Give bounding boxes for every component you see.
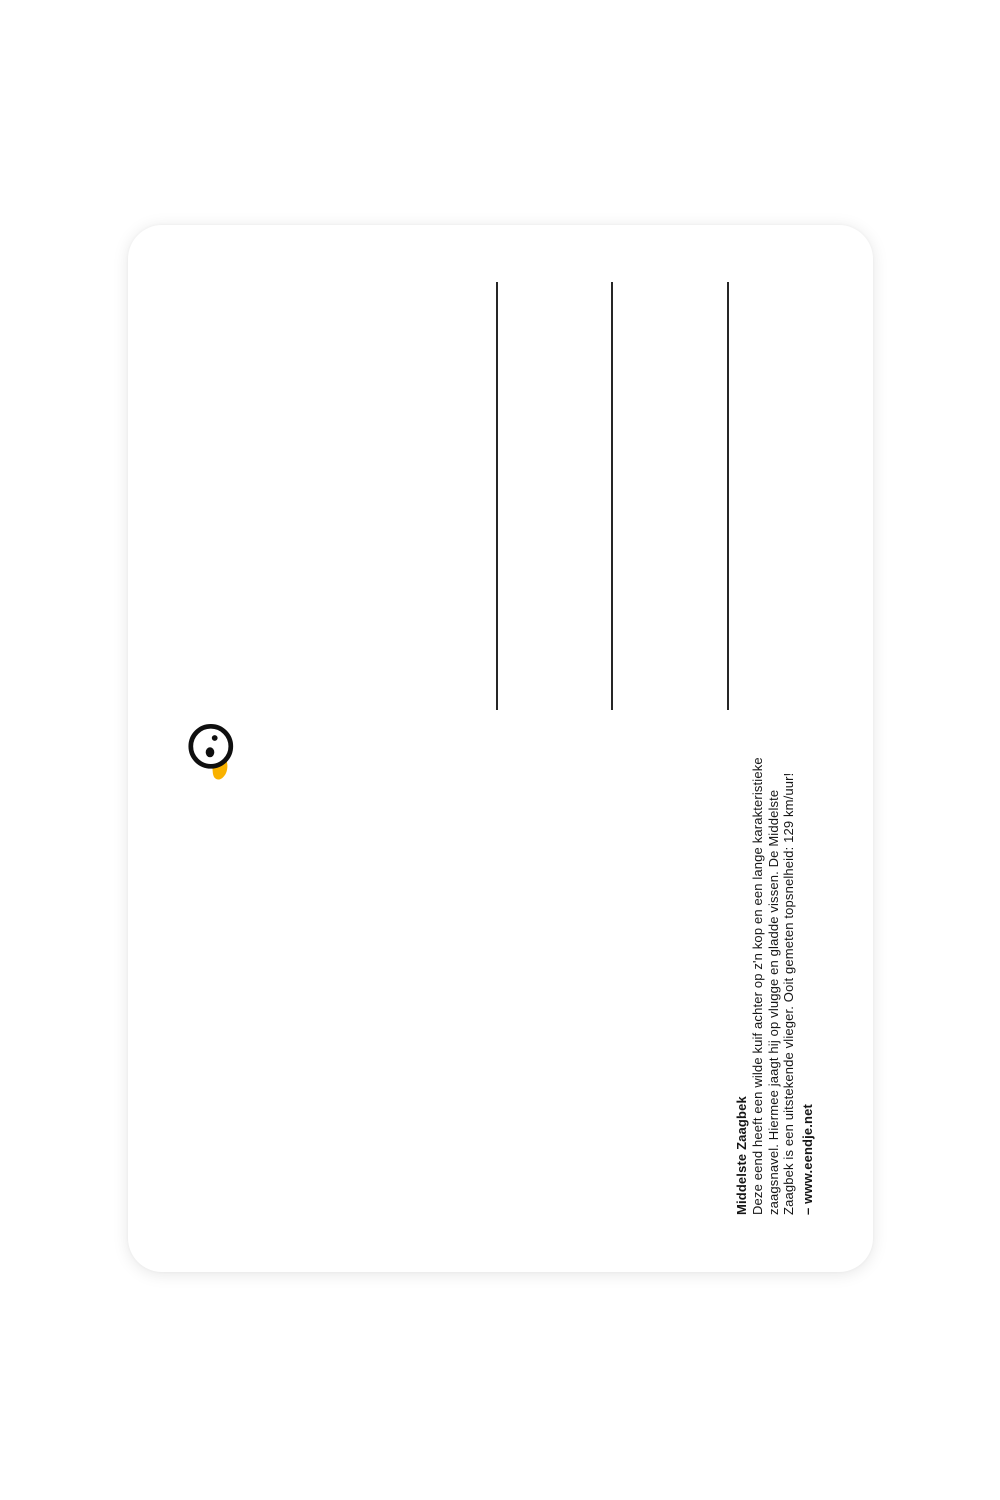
- species-description-line: Zaagbek is een uitstekende vlieger. Ooit gemeten topsnelheid: 129 km/uur!: [781, 772, 797, 1215]
- address-line: [727, 282, 729, 710]
- duck-head-icon: [184, 714, 236, 784]
- website-text: – www.eendje.net: [800, 1103, 816, 1215]
- species-info-block: [734, 715, 816, 1215]
- address-line: [611, 282, 613, 710]
- postcard-landscape-content: [128, 225, 873, 1272]
- postcard-back: [128, 225, 873, 1272]
- address-line: [496, 282, 498, 710]
- species-description-line: zaagsnavel. Hiermee jaagt hij op vlugge en gladde vissen. De Middelste: [765, 789, 781, 1215]
- species-title: Middelste Zaagbek: [734, 1096, 749, 1215]
- species-description-line: Deze eend heeft een wilde kuif achter op z'n kop en een lange karakteristieke: [749, 757, 765, 1215]
